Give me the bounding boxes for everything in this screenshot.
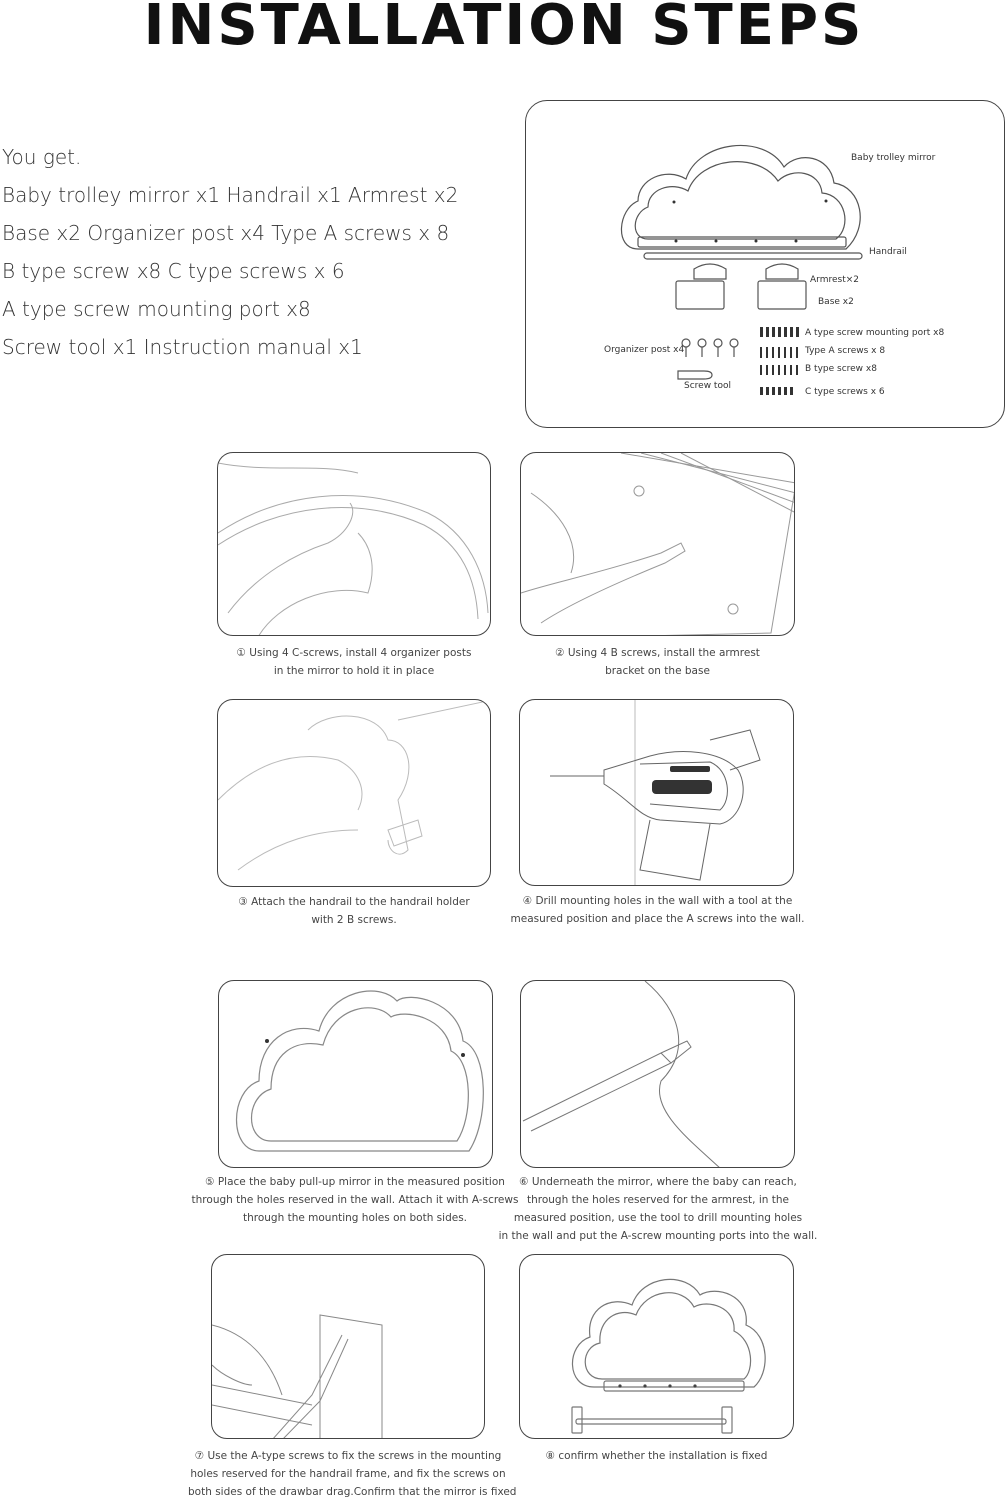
contents-line: Base x2 Organizer post x4 Type A screws x 8 — [2, 221, 450, 245]
caption-line: ③ Attach the handrail to the handrail holder — [238, 896, 470, 908]
caption-line: measured position and place the A screws into the wall. — [510, 913, 805, 925]
caption-line: in the mirror to hold it in place — [273, 665, 435, 677]
step-8-illustration — [520, 1255, 794, 1439]
contents-line: Baby trolley mirror x1 Handrail x1 Armrest x2 — [2, 183, 459, 207]
caption-line: ④ Drill mounting holes in the wall with a tool at the — [522, 895, 793, 907]
label-c-type: C type screws x 6 — [805, 387, 885, 397]
caption-line: bracket on the base — [605, 665, 710, 677]
contents-line: A type screw mounting port x8 — [2, 297, 311, 321]
step-7-caption — [188, 1447, 517, 1501]
step-1-illustration — [218, 453, 491, 636]
caption-line: through the mounting holes on both sides. — [242, 1212, 468, 1224]
step-2-illustration — [521, 453, 795, 636]
step-8-caption — [519, 1447, 794, 1465]
label-armrest: Armrest×2 — [810, 275, 859, 285]
caption-line: ② Using 4 B screws, install the armrest — [555, 647, 760, 659]
step-1-caption — [217, 644, 491, 680]
label-handrail: Handrail — [869, 247, 907, 257]
caption-line: ① Using 4 C-screws, install 4 organizer posts — [236, 647, 472, 659]
caption-line: ⑤ Place the baby pull-up mirror in the measured position — [205, 1176, 505, 1188]
caption-line: ⑧ confirm whether the installation is fixed — [545, 1450, 768, 1462]
caption-line: through the holes reserved in the wall. Attach it with A-screws — [191, 1194, 519, 1206]
step-4-illustration — [520, 700, 794, 886]
mirror-frame-drawing — [621, 145, 860, 249]
step-4-image — [519, 699, 794, 886]
step-1-image — [217, 452, 491, 636]
label-b-type: B type screw x8 — [805, 364, 877, 374]
label-a-port: A type screw mounting port x8 — [805, 328, 945, 338]
contents-line: Screw tool x1 Instruction manual x1 — [2, 335, 363, 359]
label-base: Base x2 — [818, 297, 854, 307]
step-5-caption — [190, 1173, 520, 1227]
step-8-image — [519, 1254, 794, 1439]
caption-line: with 2 B screws. — [311, 914, 397, 926]
organizer-posts-drawing — [682, 339, 738, 357]
parts-illustration — [526, 101, 1005, 428]
step-3-illustration — [218, 700, 491, 887]
caption-line: holes reserved for the handrail frame, and fix the screws on — [190, 1468, 506, 1480]
mirror-installed-drawing — [572, 1279, 765, 1387]
step-5-image — [218, 980, 493, 1168]
label-screw-tool: Screw tool — [684, 381, 731, 391]
parts-diagram — [525, 100, 1005, 428]
screw-tool-drawing — [678, 371, 712, 379]
caption-line: through the holes reserved for the armrest, in the — [527, 1194, 789, 1206]
caption-line: measured position, use the tool to drill mounting holes — [513, 1212, 803, 1224]
package-contents — [2, 138, 502, 366]
caption-line: ⑥ Underneath the mirror, where the baby can reach, — [519, 1176, 797, 1188]
step-3-image — [217, 699, 491, 887]
label-mirror: Baby trolley mirror — [851, 153, 936, 163]
step-4-caption — [505, 892, 810, 928]
step-2-image — [520, 452, 795, 636]
contents-line: You get. — [2, 145, 82, 169]
page-title: INSTALLATION STEPS — [143, 0, 865, 58]
caption-line: ⑦ Use the A-type screws to fix the screws in the mounting — [194, 1450, 502, 1462]
step-3-caption — [217, 893, 491, 929]
step-7-illustration — [212, 1255, 485, 1439]
step-7-image — [211, 1254, 485, 1439]
caption-line: both sides of the drawbar drag.Confirm that the mirror is fixed — [188, 1486, 517, 1498]
label-organizer: Organizer post x4 — [604, 345, 685, 355]
label-type-a: Type A screws x 8 — [805, 346, 886, 356]
contents-line: B type screw x8 C type screws x 6 — [2, 259, 345, 283]
step-2-caption — [520, 644, 795, 680]
step-5-illustration — [219, 981, 493, 1168]
caption-line: in the wall and put the A-screw mounting ports into the wall. — [498, 1230, 818, 1242]
handrail-drawing — [644, 253, 862, 259]
step-6-illustration — [521, 981, 795, 1168]
step-6-caption — [497, 1173, 819, 1245]
step-6-image — [520, 980, 795, 1168]
